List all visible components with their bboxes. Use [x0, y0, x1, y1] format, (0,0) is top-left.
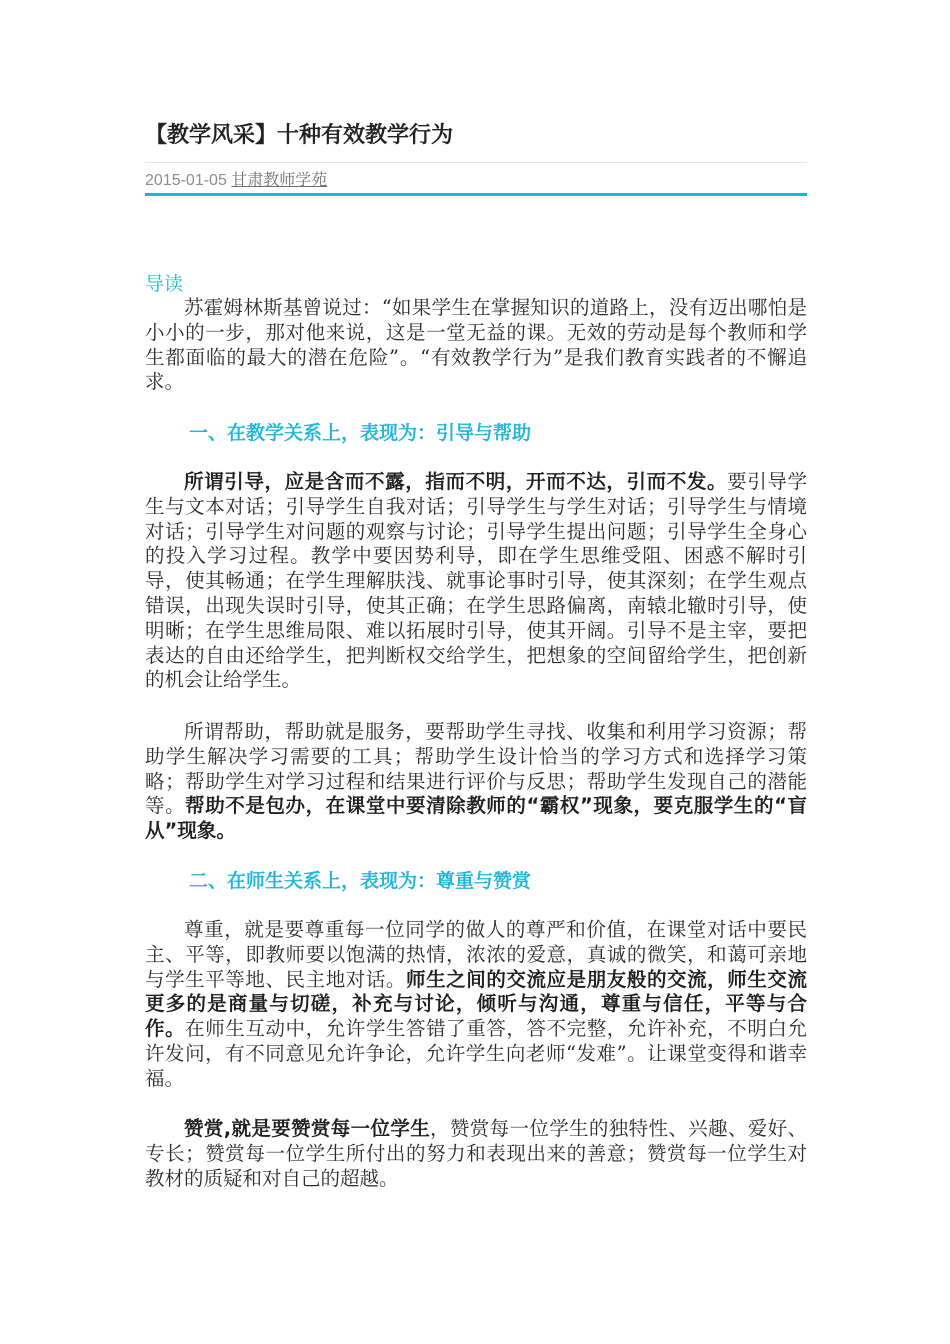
paragraph-text: ，赞赏每一位学生的独特性、兴趣、爱好、专长；赞赏每一位学生所付出的努力和表现出来的善意；赞赏每一位学生对教材的质疑和对自己的超越。	[145, 1117, 807, 1190]
intro-label: 导读	[145, 273, 184, 295]
paragraph-text-tail: 在师生互动中，允许学生答错了重答，答不完整，允许补充，不明白允许发问，有不同意见允许争论，允许学生向老师“发难”。让课堂变得和谐幸福。	[145, 1017, 807, 1090]
section-1-paragraph-1	[145, 470, 807, 693]
paragraph-bold-trail: 帮助不是包办，在课堂中要清除教师的“霸权”现象，要克服学生的“盲从”现象。	[145, 794, 807, 843]
section-heading-1: 一、在教学关系上，表现为：引导与帮助	[189, 422, 532, 444]
paragraph-bold-lead: 所谓引导，应是含而不露，指而不明，开而不达，引而不发。	[184, 470, 728, 493]
paragraph-text: 要引导学生与文本对话；引导学生自我对话；引导学生与学生对话；引导学生与情境对话；引导学生对问题的观察与讨论；引导学生提出问题；引导学生全身心的投入学习过程。教学中要因势利导，即在学生思维受阻、困惑不解时引导，使其畅通；在学生理解肤浅、就事论事时引导，使其深刻；在学生观点错误，出现失误时引导，使其正确；在学生思路偏离，南辕北辙时引导，使明晰；在学生思维局限、难以拓展时引导，使其开阔。引导不是主宰，要把表达的自由还给学生，把判断权交给学生，把想象的空间留给学生，把创新的机会让给学生。	[145, 470, 807, 692]
source-link[interactable]: 甘肃教师学苑	[231, 172, 328, 189]
section-heading-2: 二、在师生关系上，表现为：尊重与赞赏	[189, 870, 532, 892]
intro-paragraph: 苏霍姆林斯基曾说过：“如果学生在掌握知识的道路上，没有迈出哪怕是小小的一步，那对他来说，这是一堂无益的课。无效的劳动是每个教师和学生都面临的最大的潜在危险”。“有效教学行为”是我们教育实践者的不懈追求。	[145, 296, 807, 394]
paragraph-bold-lead: 赞赏,就是要赞赏每一位学生	[184, 1117, 431, 1140]
paragraph-text: 尊重，就是要尊重每一位同学的做人的尊严和价值，在课堂对话中要民主、平等，即教师要以饱满的热情，浓浓的爱意，真诚的微笑，和蔼可亲地与学生平等地、民主地对话。	[145, 918, 807, 991]
meta-divider	[145, 193, 807, 196]
paragraph-text: 所谓帮助，帮助就是服务，要帮助学生寻找、收集和利用学习资源；帮助学生解决学习需要的工具；帮助学生设计恰当的学习方式和选择学习策略；帮助学生对学习过程和结果进行评价与反思；帮助学生发现自己的潜能等。	[145, 720, 807, 818]
paragraph-bold-mid: 师生之间的交流应是朋友般的交流，师生交流更多的是商量与切磋，补充与讨论，倾听与沟通，尊重与信任，平等与合作。	[145, 967, 807, 1041]
section-1-paragraph-2	[145, 720, 807, 844]
section-2-paragraph-2	[145, 1117, 807, 1191]
title-divider	[145, 162, 807, 163]
publish-date: 2015-01-05	[145, 172, 227, 189]
section-2-paragraph-1	[145, 918, 807, 1092]
article-meta	[145, 170, 327, 192]
article-title: 【教学风采】十种有效教学行为	[145, 123, 454, 148]
